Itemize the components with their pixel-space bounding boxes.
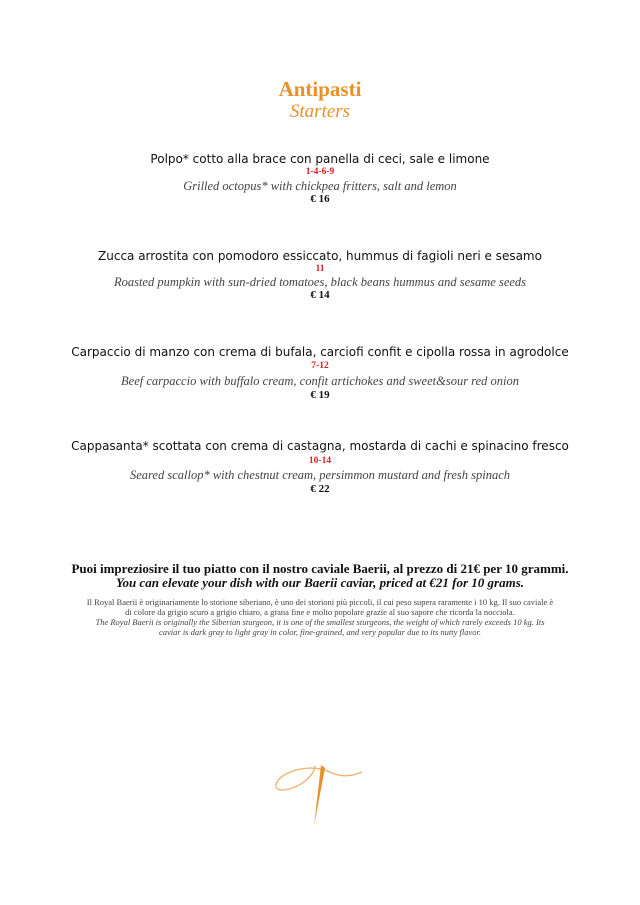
caviar-offer-it: Puoi impreziosire il tuo piatto con il nostro caviale Baerii, al prezzo di 21€ per 10 grammi.: [71, 561, 569, 576]
caviar-note-it: di colore da grigio scuro a grigio chiaro, a grana fine e molto popolare grazie al suo sapore che ricorda la nocciola.: [125, 607, 515, 617]
dish-price: € 16: [310, 193, 330, 205]
dish-name: Cappasanta* scottata con crema di castagna, mostarda di cachi e spinacino fresco: [71, 439, 569, 453]
caviar-offer-en: You can elevate your dish with our Baerii caviar, priced at €21 for 10 grams.: [115, 575, 525, 590]
caviar-note-en: caviar is dark gray to light gray in color, fine-grained, and very popular due to its nutty flavor.: [158, 627, 482, 637]
dish-name: Polpo* cotto alla brace con panella di ceci, sale e limone: [150, 152, 490, 166]
dish-price: € 14: [310, 289, 330, 301]
dish-price: € 19: [310, 389, 330, 401]
caviar-note-it: Il Royal Baerii è originariamente lo storione siberiano, è uno dei storioni più piccoli, il cui peso supera raramente i 10 kg. Il suo caviale è: [86, 597, 554, 607]
dish-english: Seared scallop* with chestnut cream, persimmon mustard and fresh spinach: [129, 468, 511, 482]
dish-english: Roasted pumpkin with sun-dried tomatoes, black beans hummus and sesame seeds: [113, 275, 527, 289]
dish-english: Grilled octopus* with chickpea fritters, salt and lemon: [183, 179, 457, 193]
section-title: Antipasti: [278, 77, 362, 101]
section-subtitle: Starters: [289, 101, 351, 122]
dish-english: Beef carpaccio with buffalo cream, confit artichokes and sweet&sour red onion: [121, 374, 519, 388]
dish-price: € 22: [310, 483, 330, 495]
caviar-note-en: The Royal Baerii is originally the Siberian sturgeon, it is one of the smallest sturgeons, the weight of which rarely exceeds 10 kg. Its: [95, 617, 545, 627]
dish-name: Carpaccio di manzo con crema di bufala, carciofi confit e cipolla rossa in agrodolce: [71, 345, 569, 359]
dish-allergens: 11: [315, 264, 325, 274]
needle-thread-logo-icon: [270, 760, 370, 830]
dish-allergens: 10-14: [308, 456, 332, 466]
dish-name: Zucca arrostita con pomodoro essiccato, hummus di fagioli neri e sesamo: [98, 249, 542, 263]
dish-allergens: 1-4-6-9: [305, 167, 335, 177]
dish-allergens: 7-12: [311, 361, 329, 371]
